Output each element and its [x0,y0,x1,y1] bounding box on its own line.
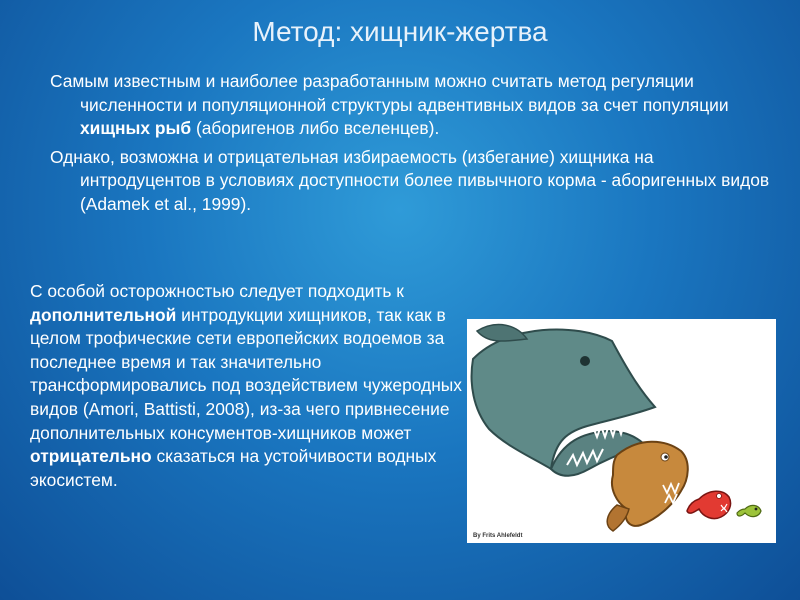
fish-illustration-svg [467,319,776,543]
paragraph-1-tail: (аборигенов либо вселенцев). [191,118,440,138]
green-fish-body [737,505,761,516]
lower-bold-negatively: отрицательно [30,446,152,467]
top-text-block [50,70,770,221]
paragraph-2-text: Однако, возможна и отрицательная избираемость (избегание) хищника на интродуцентов в условиях доступности более пивычного корма - аборигенных видов (Adamek et al., 1999). [50,146,770,214]
lower-text-1: С особой осторожностью следует подходить к [30,281,404,301]
big-fish-eye [580,356,590,366]
slide-title: Метод: хищник-жертва [252,16,548,47]
green-fish-eye [755,508,758,511]
illustration-credit: By Frits Ahlefeldt [473,533,523,539]
lower-text-block [30,280,470,492]
orange-fish-fin [607,505,629,531]
lower-bold-additional: дополнительной [30,304,177,325]
lower-text-2: интродукции хищников, так как в целом трофические сети европейских водоемов за последнее время и так значительно трансформировались под воздействием чужеродных видов (Amori, Battisti, 2008), из-за чего привнесение дополнительных консументов-хищников может [30,304,463,443]
orange-fish-pupil [664,455,668,459]
paragraph-1-text: Самым известным и наиболее разработанным можно считать метод регуляции численности и популяционной структуры адвентивных видов за счет популяции [50,71,729,115]
lower-text-3: сказаться на устойчивости водных экосистем. [30,446,437,490]
paragraph-predatory-fish-method [50,70,770,141]
red-fish-body [687,491,731,518]
red-fish-eye [717,494,722,499]
paragraph-1-bold: хищных рыб [80,118,192,138]
fish-food-chain-illustration [467,319,776,543]
big-fish-fin [477,325,527,342]
paragraph-negative-selectivity [50,146,770,217]
